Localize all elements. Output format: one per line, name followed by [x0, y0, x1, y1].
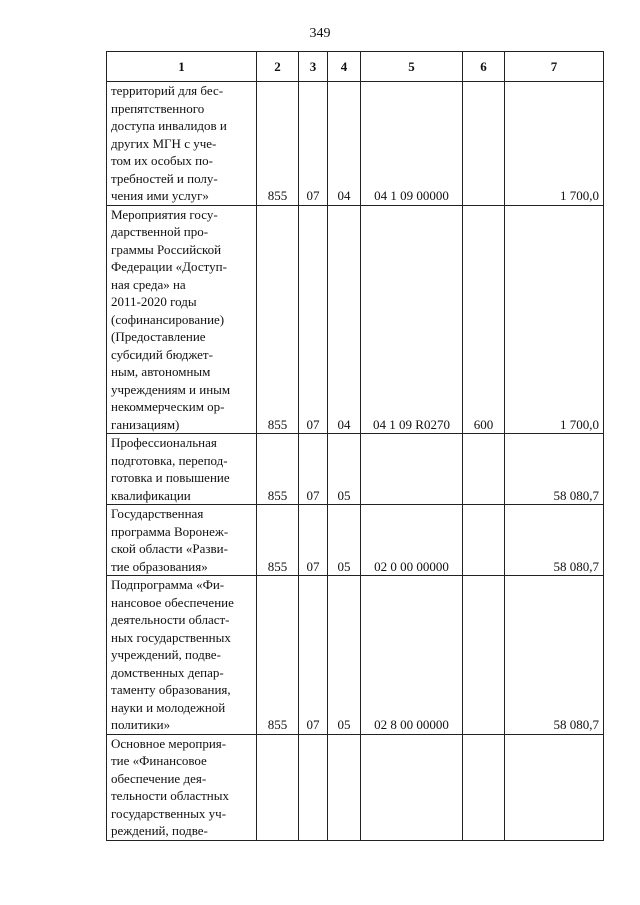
target-article-cell [361, 734, 463, 840]
row-name-line: обеспечение дея- [111, 770, 207, 786]
row-name-cell [107, 734, 257, 840]
section-cell [299, 734, 328, 840]
header-col-1: 1 [107, 52, 257, 82]
expense-type-cell [463, 505, 505, 576]
amount-cell: 1 700,0 [505, 205, 604, 434]
page-number: 349 [309, 26, 331, 41]
budget-table [106, 51, 604, 841]
row-name-line: государственных уч- [111, 805, 227, 821]
row-name-line: Основное мероприя- [111, 735, 227, 751]
row-name-line: ных государственных [111, 629, 231, 645]
row-name-line: тие образования» [111, 558, 208, 574]
row-name-line: Мероприятия госу- [111, 206, 218, 222]
target-article-cell: 04 1 09 R0270 [361, 205, 463, 434]
row-name-line: подготовка, перепод- [111, 452, 228, 468]
row-name-line: Подпрограмма «Фи- [111, 577, 225, 592]
row-name-line: Профессиональная [111, 435, 217, 450]
row-name-line: таменту образования, [111, 682, 231, 697]
row-name-line: территорий для бес- [111, 83, 224, 98]
row-name-line: граммы Российской [111, 241, 222, 257]
row-name-line: готовка и повышение [111, 470, 230, 485]
row-name-cell [107, 505, 257, 576]
row-name-line: нансовое обеспечение [111, 594, 234, 610]
amount-cell: 58 080,7 [505, 505, 604, 576]
header-col-3: 3 [299, 52, 328, 82]
target-article-cell: 02 8 00 00000 [361, 576, 463, 735]
row-name-line: том их особых по- [111, 153, 213, 168]
amount-cell: 58 080,7 [505, 434, 604, 505]
code-admin-cell: 855 [257, 576, 299, 735]
section-cell: 07 [299, 82, 328, 206]
row-name-cell [107, 434, 257, 505]
subsection-cell: 04 [328, 82, 361, 206]
code-admin-cell: 855 [257, 434, 299, 505]
expense-type-cell [463, 734, 505, 840]
table-row [107, 505, 604, 576]
amount-cell [505, 734, 604, 840]
section-cell: 07 [299, 505, 328, 576]
subsection-cell: 05 [328, 434, 361, 505]
row-name-line: требностей и полу- [111, 170, 218, 186]
row-name-line: науки и молодежной [111, 699, 226, 715]
row-name-line: тельности областных [111, 788, 229, 803]
row-name-cell [107, 82, 257, 206]
target-article-cell: 02 0 00 00000 [361, 505, 463, 576]
header-col-2: 2 [257, 52, 299, 82]
table-row [107, 205, 604, 434]
code-admin-cell: 855 [257, 82, 299, 206]
row-name-line: чения ими услуг» [111, 188, 209, 203]
subsection-cell: 04 [328, 205, 361, 434]
row-name-line: дарственной про- [111, 224, 209, 239]
header-col-6: 6 [463, 52, 505, 82]
code-admin-cell: 855 [257, 505, 299, 576]
row-name-line: доступа инвалидов и [111, 118, 227, 133]
row-name-line: ской области «Разви- [111, 541, 228, 556]
row-name-line: субсидий бюджет- [111, 346, 213, 362]
target-article-cell: 04 1 09 00000 [361, 82, 463, 206]
row-name-line: программа Воронеж- [111, 523, 229, 539]
amount-cell: 58 080,7 [505, 576, 604, 735]
row-name-line: политики» [111, 717, 171, 732]
row-name-line: квалификации [111, 487, 191, 503]
expense-type-cell: 600 [463, 205, 505, 434]
row-name-line: реждений, подве- [111, 823, 208, 838]
row-name-line: (софинансирование) [111, 311, 225, 327]
row-name-line: других МГН с уче- [111, 135, 217, 151]
table-row [107, 576, 604, 735]
row-name-line: некоммерческим ор- [111, 399, 225, 414]
amount-cell: 1 700,0 [505, 82, 604, 206]
code-admin-cell [257, 734, 299, 840]
header-col-5: 5 [361, 52, 463, 82]
section-cell: 07 [299, 205, 328, 434]
row-name-cell [107, 576, 257, 735]
header-row [107, 52, 604, 82]
table-row [107, 734, 604, 840]
expense-type-cell [463, 82, 505, 206]
row-name-line: 2011-2020 годы [111, 294, 197, 309]
row-name-line: Государственная [111, 506, 204, 521]
subsection-cell: 05 [328, 505, 361, 576]
section-cell: 07 [299, 434, 328, 505]
subsection-cell: 05 [328, 576, 361, 735]
header-col-7: 7 [505, 52, 604, 82]
row-name-line: деятельности област- [111, 612, 230, 627]
expense-type-cell [463, 576, 505, 735]
row-name-line: тие «Финансовое [111, 753, 207, 768]
header-col-4: 4 [328, 52, 361, 82]
row-name-line: ная среда» на [111, 276, 186, 292]
code-admin-cell: 855 [257, 205, 299, 434]
section-cell: 07 [299, 576, 328, 735]
row-name-line: (Предоставление [111, 329, 206, 344]
row-name-line: Федерации «Доступ- [111, 259, 227, 274]
row-name-line: домственных депар- [111, 664, 224, 680]
row-name-line: ным, автономным [111, 364, 211, 379]
row-name-line: препятственного [111, 100, 205, 116]
subsection-cell [328, 734, 361, 840]
row-name-line: учреждений, подве- [111, 647, 221, 662]
target-article-cell [361, 434, 463, 505]
expense-type-cell [463, 434, 505, 505]
table-row [107, 434, 604, 505]
row-name-cell [107, 205, 257, 434]
table-row [107, 82, 604, 206]
row-name-line: учреждениям и иным [111, 381, 231, 397]
row-name-line: ганизациям) [111, 416, 180, 432]
